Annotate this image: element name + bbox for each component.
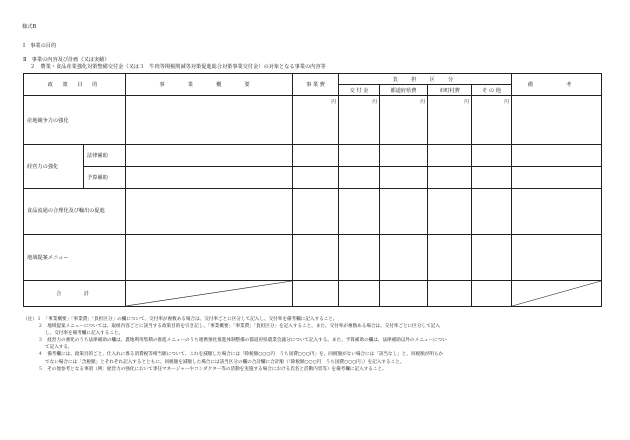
table-row (24, 189, 602, 235)
header-other: そ の 他 (472, 85, 512, 96)
diagonal-line (512, 281, 601, 306)
section-content-sub: ２ 農業・食品産業強化対策整備交付金（又は３ 牛肉等関税削減等対策促進総合対策事業交付金）の対象となる事業の内容等 (30, 64, 326, 70)
total-overview-slash (126, 281, 293, 307)
row-budget-aid: 予算補助 (84, 167, 126, 189)
note-line: ３ 経営力の強化のうち法律補助の欄は、農地利用集積の推進メニューのうち連携強化推進体制整備の都道府県農業会議分について記入する。また、予算補助の欄は、法律補助以外のメニューについ (38, 338, 447, 344)
table-row (24, 235, 602, 281)
note-line: でない場合には「含税額」とそれぞれ記入するとともに、同税額を減額した場合には該当区分の欄の合計欄に合計額（「除税額○○○円 うち国費○○○円」）を記入すること。 (45, 359, 405, 365)
footnotes (23, 316, 447, 373)
row-legal-aid: 法律補助 (84, 145, 126, 167)
header-burden: 負 担 区 分 (339, 74, 512, 85)
cell-prefecture: 円 (380, 96, 428, 145)
budget-table (23, 73, 602, 307)
header-purpose: 政 策 目 的 (24, 74, 126, 96)
cell-municipality: 円 (428, 96, 472, 145)
row-management: 経営力の強化 (24, 145, 84, 189)
total-remarks-slash (512, 281, 602, 307)
cell-cost: 円 (293, 96, 339, 145)
cell-remarks (512, 96, 602, 145)
row-food-distribution: 食品流通の合理化及び輸出の促進 (24, 189, 126, 235)
table-row (24, 281, 602, 307)
row-total: 合 計 (24, 281, 126, 307)
note-line: し、交付率を備考欄に記入すること。 (45, 331, 124, 337)
header-remarks: 備 考 (512, 74, 602, 96)
note-line: ２ 地域提案メニューについては、取組内容ごとに該当する政策目的を引き記し、「事業概要」「事業費」「負担区分」を記入すること。また、交付率が複数ある場合は、交付率ごとに区分して記入 (38, 324, 440, 330)
note-line: ５ その他参考となる事項（例：経営力の強化において専任マネージャーやコンダクター等の活動を実施する場合における氏名と活動内容等）を備考欄に記入すること。 (38, 366, 387, 372)
note-line: （注）１ 「事業概要」「事業費」「負担区分」の欄について、交付率が複数ある場合は、交付率ごとに区分して記入し、交付率を備考欄に記入すること。 (23, 317, 338, 322)
header-prefecture: 都道府県費 (380, 85, 428, 96)
cell-overview (126, 96, 293, 145)
note-line: ４ 備考欄には、政策目的ごと、仕入れに係る消費税等相当額について、これを減額した場合には「除税額○○○円 うち国費○○○円」を、同税額がない場合には「該当なし」と、同税額が明らか (38, 352, 444, 358)
form-label: 様式B (22, 24, 37, 30)
section-purpose: Ⅰ 事業の目的 (23, 43, 57, 49)
table-row (24, 167, 602, 189)
row-regional: 地域提案メニュー (24, 235, 126, 281)
header-municipality: 市町村費 (428, 85, 472, 96)
header-overview: 事 業 概 要 (126, 74, 293, 96)
section-content: Ⅱ 事業の内容及び計画（又は実績） (23, 57, 110, 63)
note-line: て記入する。 (45, 345, 73, 351)
table-row (24, 145, 602, 167)
row-competitiveness: 産地競争力の強化 (24, 96, 126, 145)
cell-other: 円 (472, 96, 512, 145)
header-grant: 交 付 金 (339, 85, 380, 96)
cell-grant: 円 (339, 96, 380, 145)
header-cost: 事 業 費 (293, 74, 339, 96)
diagonal-line (126, 281, 292, 306)
table-row (24, 96, 602, 145)
